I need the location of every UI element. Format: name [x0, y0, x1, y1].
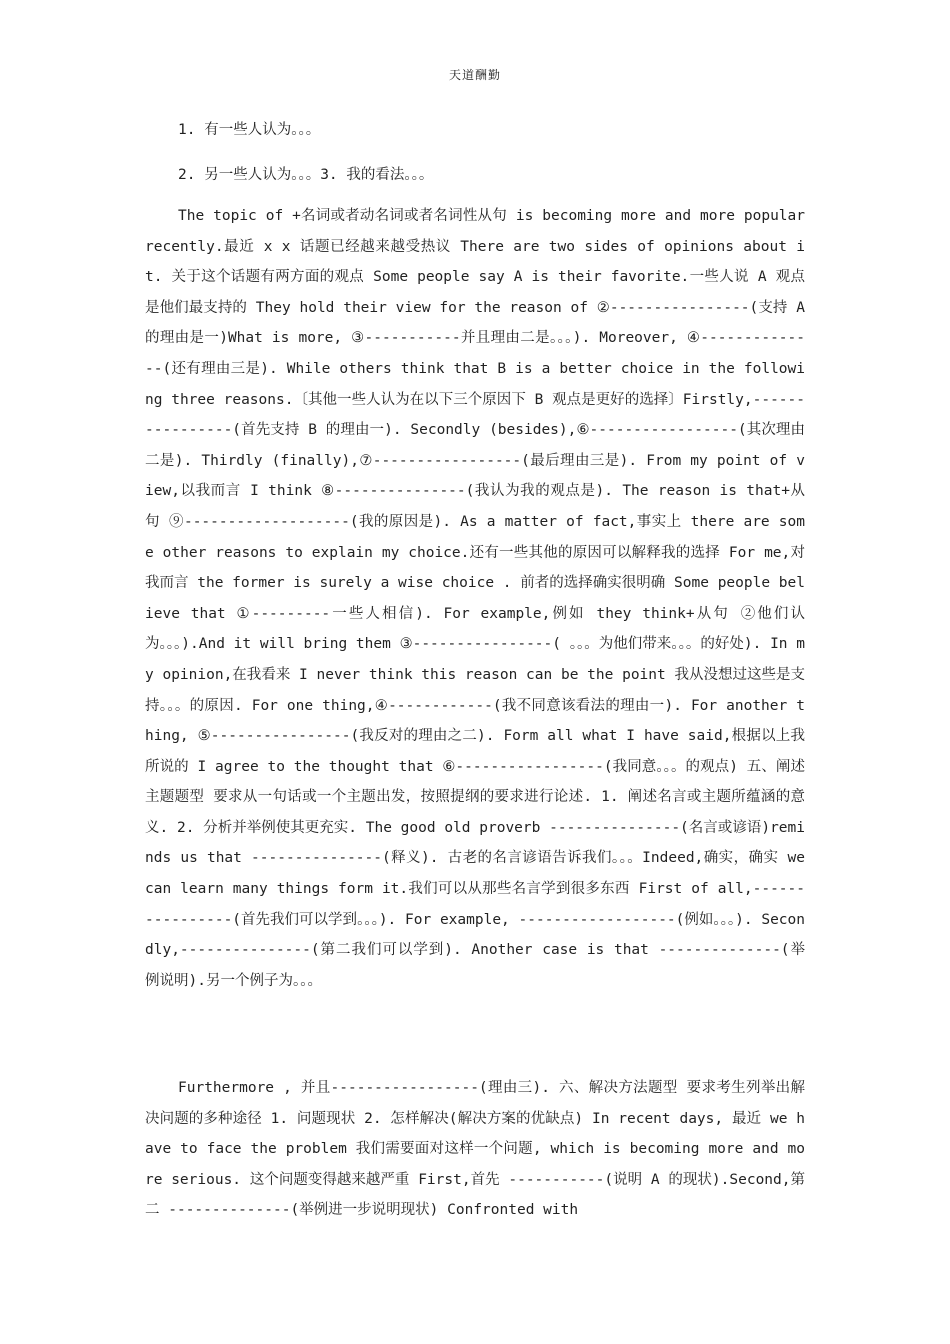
- body-paragraph: The topic of +名词或者动名词或者名词性从句 is becoming more and more popular recently.最近 x x 话题已经越来越受热议 There are two sides of opinions about it. 关于这个话题有两方面的观点 Some people say A is their favorite.一些人说 A 观点是他们最支持的 They hold their view for the reason of ②----------------(支持 A 的理由是一)What is more, ③-----------并且理由二是。。。). Moreover, ④--------------(还有理由三是). While others think that B is a better choice in the following three reasons.〔其他一些人认为在以下三个原因下 B 观点是更好的选择〕Firstly,----------------(首先支持 B 的理由一). Secondly (besides),⑥-----------------(其次理由二是). Thirdly (finally),⑦-----------------(最后理由三是). From my point of view,以我而言 I think ⑧---------------(我认为我的观点是). The reason is that+从句 ⑨-------------------(我的原因是). As a matter of fact,事实上 there are some other reasons to explain my choice.还有一些其他的原因可以解释我的选择 For me,对我而言 the former is surely a wise choice . 前者的选择确实很明确 Some people believe that ①---------一些人相信). For example,例如 they think+从句 ②他们认为。。。).And it will bring them ③----------------( 。。。为他们带来。。。的好处). In my opinion,在我看来 I never think this reason can be the point 我从没想过这些是支持。。。的原因. For one thing,④------------(我不同意该看法的理由一). For another thing, ⑤----------------(我反对的理由之二). Form all what I have said,根据以上我所说的 I agree to the thought that ⑥-----------------(我同意。。。的观点) 五、阐述主题题型 要求从一句话或一个主题出发，按照提纲的要求进行论述. 1. 阐述名言或主题所蕴涵的意义. 2. 分析并举例使其更充实. The good old proverb ---------------(名言或谚语)reminds us that ---------------(释义). 古老的名言谚语告诉我们。。。Indeed,确实，确实 we can learn many things form it.我们可以从那些名言学到很多东西 First of all,----------------(首先我们可以学到。。。). For example, ------------------(例如。。。). Secondly,---------------(第二我们可以学到). Another case is that --------------(举例说明).另一个例子为。。。: [145, 208, 805, 989]
- list-item: 2. 另一些人认为。。。3. 我的看法。。。: [178, 167, 434, 183]
- body-paragraph: Furthermore , 并且-----------------(理由三). 六、解决方法题型 要求考生列举出解决问题的多种途径 1. 问题现状 2. 怎样解决(解决方案的优缺点) In recent days, 最近 we have to face the problem 我们需要面对这样一个问题, which is becoming more and more serious. 这个问题变得越来越严重 First,首先 -----------(说明 A 的现状).Second,第二 --------------(举例进一步说明现状) Confronted with: [145, 1080, 805, 1219]
- list-item: 1. 有一些人认为。。。: [178, 122, 321, 138]
- page-header: 天道酬勤: [448, 68, 501, 82]
